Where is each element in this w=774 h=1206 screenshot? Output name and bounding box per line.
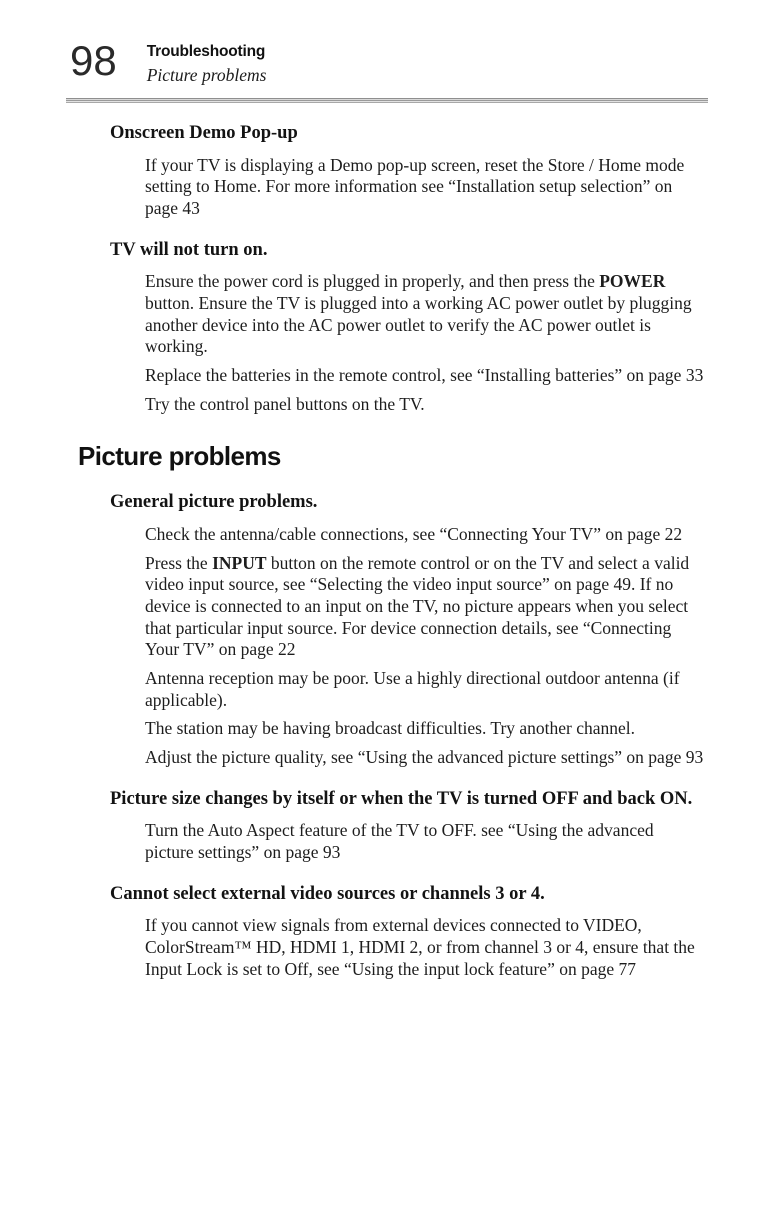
paragraph (145, 718, 706, 740)
bold-text-segment: INPUT (212, 552, 267, 573)
chapter-title: Troubleshooting (146, 43, 266, 60)
paragraph (145, 271, 706, 358)
text-segment: The station may be having broadcast difficulties. Try another channel. (145, 718, 636, 739)
text-segment: Try the control panel buttons on the TV. (145, 393, 425, 414)
topic-heading: Picture size changes by itself or when the TV is turned OFF and back ON. (110, 788, 693, 809)
paragraph (145, 155, 706, 220)
text-segment: Ensure the power cord is plugged in properly, and then press the (145, 271, 600, 292)
paragraph (145, 524, 706, 546)
text-segment: button on the remote control or on the TV and select a valid video input source, see “Selecting the video input source” on page 49. If no device is connected to an input on the TV, no picture appears when you select that particular input source. For device connection details, see “Connecting Your TV” on page 22 (145, 552, 690, 660)
text-segment: Replace the batteries in the remote control, see “Installing batteries” on page 33 (145, 364, 704, 385)
header-titles (147, 40, 267, 86)
topic-heading: Cannot select external video sources or channels 3 or 4. (110, 883, 545, 904)
text-segment: If you cannot view signals from external devices connected to VIDEO, ColorStream™ HD, HDMI 1, HDMI 2, or from channel 3 or 4, ensure that the Input Lock is set to Off, see “Using the input lock feature” on page 77 (145, 915, 695, 979)
paragraph (145, 915, 706, 980)
text-segment: Antenna reception may be poor. Use a highly directional outdoor antenna (if applicable). (145, 668, 680, 710)
text-segment: If your TV is displaying a Demo pop-up screen, reset the Store / Home mode setting to Home. For more information see “Installation setup selection” on page 43 (145, 154, 685, 218)
text-segment: button. Ensure the TV is plugged into a working AC power outlet by plugging another device into the AC power outlet to verify the AC power outlet is working. (145, 292, 692, 357)
bold-text-segment: POWER (599, 271, 666, 292)
topic-heading: General picture problems. (110, 492, 318, 513)
paragraph (145, 820, 706, 863)
text-segment: Press the (145, 552, 213, 573)
page-header (0, 0, 774, 86)
text-segment: Adjust the picture quality, see “Using the advanced picture settings” on page 93 (145, 747, 704, 768)
paragraph (145, 365, 706, 387)
text-segment: Turn the Auto Aspect feature of the TV to OFF. see “Using the advanced picture settings” on page 93 (145, 820, 654, 862)
paragraph (145, 747, 706, 769)
page-content (0, 122, 774, 980)
topic-heading: Onscreen Demo Pop-up (110, 123, 298, 143)
paragraph (145, 553, 706, 661)
section-subtitle: Picture problems (146, 65, 267, 85)
page-number: 98 (70, 37, 117, 84)
paragraph (145, 668, 706, 711)
header-divider (66, 98, 708, 103)
section-title: Picture problems (78, 441, 281, 472)
text-segment: Check the antenna/cable connections, see “Connecting Your TV” on page 22 (145, 523, 683, 544)
topic-heading: TV will not turn on. (110, 239, 268, 260)
paragraph (145, 394, 706, 416)
